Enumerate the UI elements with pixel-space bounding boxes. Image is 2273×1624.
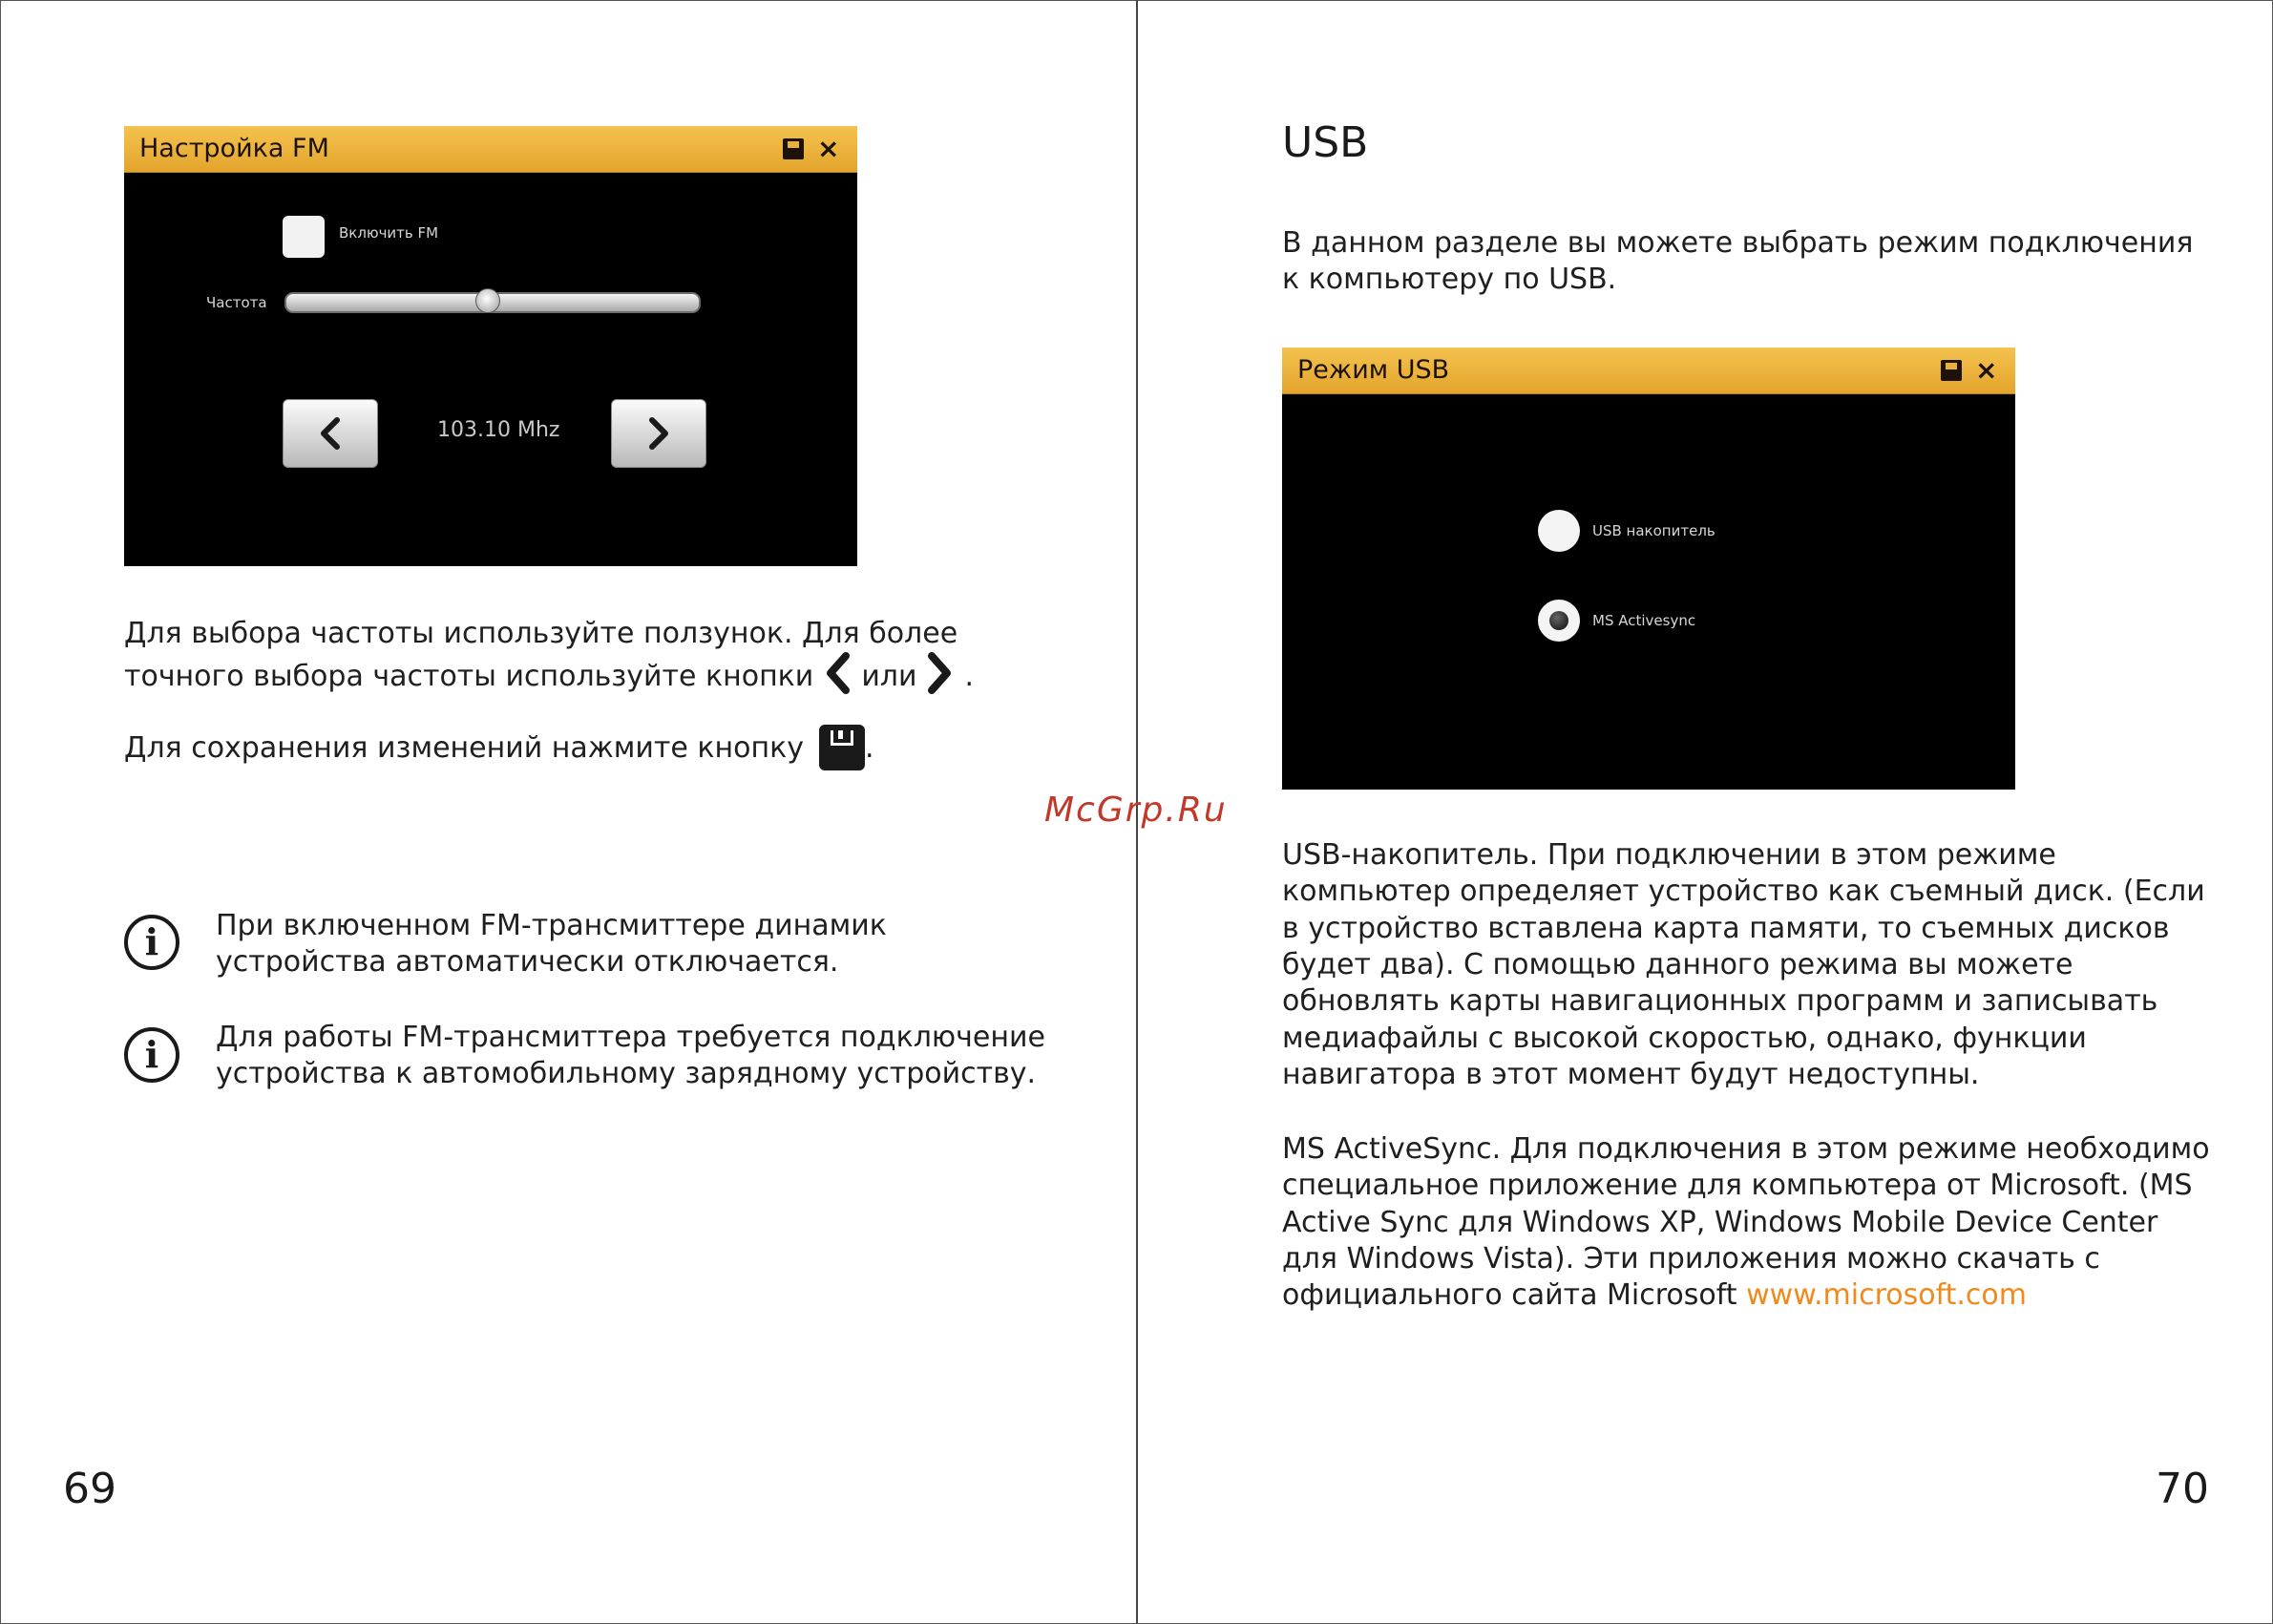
save-icon — [819, 725, 865, 770]
slider-instruction-line2 — [124, 652, 974, 695]
chevron-left-icon — [823, 652, 852, 694]
activesync-line: MS ActiveSync. Для подключения в этом режиме необходимо — [1282, 1132, 2210, 1166]
frequency-label: Частота — [206, 294, 267, 311]
info-icon: i — [124, 1027, 179, 1083]
usb-storage-line: будет два). С помощью данного режима вы можете — [1282, 947, 2073, 981]
intro-line2: к компьютеру по USB. — [1282, 263, 1617, 296]
usb-storage-line: компьютер определяет устройство как съемный диск. (Если — [1282, 875, 2205, 909]
enable-fm-label: Включить FM — [339, 224, 439, 242]
info-icon: i — [124, 915, 179, 970]
activesync-line: для Windows Vista). Эти приложения можно скачать с — [1282, 1241, 2100, 1276]
fm-titlebar — [124, 126, 857, 173]
intro-line1: В данном разделе вы можете выбрать режим подключения — [1282, 226, 2194, 260]
note1-line1: При включенном FM-трансмиттере динамик — [216, 909, 887, 942]
note1-line2: устройства автоматически отключается. — [216, 945, 839, 979]
activesync-label: MS Activesync — [1592, 612, 1696, 629]
note2-line1: Для работы FM-трансмиттера требуется подключение — [216, 1021, 1045, 1054]
activesync-radio[interactable] — [1538, 600, 1580, 642]
section-heading: USB — [1282, 118, 1369, 167]
usb-storage-line: обновлять карты навигационных программ и записывать — [1282, 984, 2158, 1019]
microsoft-link[interactable]: www.microsoft.com — [1746, 1278, 2027, 1312]
activesync-line-last — [1282, 1277, 2027, 1314]
usb-storage-line: медиафайлы с высокой скоростью, однако, функции — [1282, 1021, 2087, 1055]
usb-storage-line: навигатора в этот момент будут недоступны. — [1282, 1057, 1980, 1091]
note2-line2: устройства к автомобильному зарядному устройству. — [216, 1057, 1037, 1090]
fm-window-title: Настройка FM — [139, 134, 329, 163]
usb-titlebar — [1282, 348, 2015, 394]
save-instruction-text: Для сохранения изменений нажмите кнопку — [124, 731, 804, 765]
close-icon[interactable]: × — [817, 133, 840, 164]
save-instruction — [124, 725, 874, 770]
usb-mode-screenshot — [1282, 348, 2015, 790]
enable-fm-checkbox[interactable] — [283, 216, 325, 258]
chevron-right-icon — [644, 417, 673, 450]
usb-window-title: Режим USB — [1297, 355, 1450, 385]
save-icon[interactable] — [783, 138, 804, 159]
period: . — [864, 731, 874, 765]
usb-storage-radio[interactable] — [1538, 510, 1580, 552]
save-icon[interactable] — [1941, 360, 1962, 381]
activesync-line: Active Sync для Windows XP, Windows Mobile Device Center — [1282, 1205, 2158, 1239]
usb-storage-label: USB накопитель — [1592, 522, 1715, 539]
period: . — [964, 660, 975, 693]
chevron-left-icon — [316, 417, 345, 450]
usb-storage-line: в устройство вставлена карта памяти, то съемных дисков — [1282, 911, 2170, 945]
activesync-line: специальное приложение для компьютера от Microsoft. (MS — [1282, 1169, 2193, 1203]
watermark: McGrp.Ru — [1044, 791, 1228, 830]
usb-storage-line: USB-накопитель. При подключении в этом режиме — [1282, 838, 2056, 872]
slider-instruction-line1: Для выбора частоты используйте ползунок. Для более — [124, 617, 958, 650]
chevron-right-icon — [926, 652, 955, 694]
frequency-down-button[interactable] — [283, 399, 378, 468]
instruction-text: точного выбора частоты используйте кнопки — [124, 660, 814, 693]
frequency-value: 103.10 Mhz — [437, 418, 560, 442]
frequency-slider-handle[interactable] — [475, 288, 500, 313]
or-text: или — [861, 660, 917, 693]
frequency-up-button[interactable] — [611, 399, 706, 468]
page-number-left: 69 — [63, 1465, 116, 1513]
fm-settings-screenshot — [124, 126, 857, 566]
activesync-last-text: официального сайта Microsoft — [1282, 1278, 1737, 1312]
page-number-right: 70 — [2156, 1465, 2209, 1513]
close-icon[interactable]: × — [1975, 354, 1998, 386]
